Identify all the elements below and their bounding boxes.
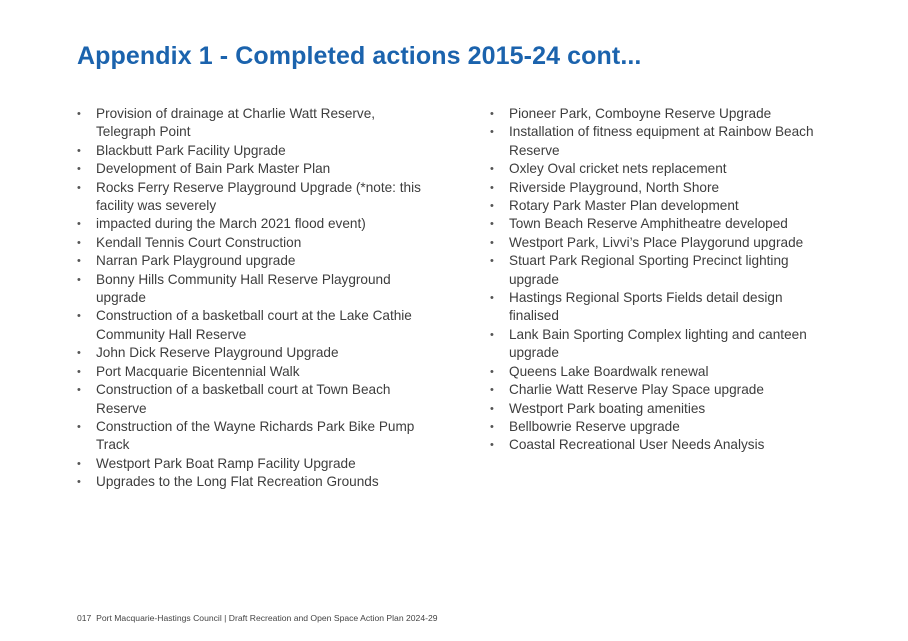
bullet-icon: • xyxy=(77,476,81,489)
list-item xyxy=(77,307,422,344)
bullet-icon: • xyxy=(490,384,494,397)
bullet-icon: • xyxy=(77,163,81,176)
list-item-text: Kendall Tennis Court Construction xyxy=(96,234,302,250)
list-item-text: Narran Park Playground upgrade xyxy=(96,253,296,269)
bullet-icon: • xyxy=(77,144,81,157)
list-item-text: Coastal Recreational User Needs Analysis xyxy=(509,437,765,453)
bullet-icon: • xyxy=(490,108,494,120)
list-item xyxy=(77,418,422,455)
list-item-text: Provision of drainage at Charlie Watt Reserve, Telegraph Point xyxy=(96,106,376,140)
completed-actions-list-right xyxy=(490,105,835,455)
list-item-text: Charlie Watt Reserve Play Space upgrade xyxy=(509,382,764,398)
bullet-icon: • xyxy=(490,365,494,378)
list-item-text: Rotary Park Master Plan development xyxy=(509,198,739,214)
list-item-text: Hastings Regional Sports Fields detail design finalised xyxy=(509,290,783,324)
bullet-icon: • xyxy=(77,108,81,120)
list-item xyxy=(490,234,835,252)
page-footer xyxy=(77,613,438,623)
bullet-icon: • xyxy=(490,255,494,268)
list-item-text: Lank Bain Sporting Complex lighting and canteen upgrade xyxy=(509,326,807,361)
list-item xyxy=(77,215,422,233)
list-item xyxy=(77,252,422,270)
list-item xyxy=(77,363,422,381)
list-item-text: Stuart Park Regional Sporting Precinct lighting upgrade xyxy=(509,253,789,287)
list-item-text: Queens Lake Boardwalk renewal xyxy=(509,363,709,379)
list-item-text: Pioneer Park, Comboyne Reserve Upgrade xyxy=(509,106,772,121)
list-item-text: Bellbowrie Reserve upgrade xyxy=(509,418,680,434)
bullet-icon: • xyxy=(77,365,81,378)
bullet-icon: • xyxy=(490,236,494,249)
list-item-text: Blackbutt Park Facility Upgrade xyxy=(96,142,286,158)
list-item-text: Westport Park boating amenities xyxy=(509,400,706,416)
list-item xyxy=(490,418,835,436)
list-item xyxy=(490,381,835,399)
list-item-text: Westport Park Boat Ramp Facility Upgrade xyxy=(96,455,356,471)
bullet-icon: • xyxy=(77,255,81,268)
list-item-text: Port Macquarie Bicentennial Walk xyxy=(96,363,300,379)
page-number: 017 xyxy=(77,613,92,623)
footer-text: Port Macquarie-Hastings Council | Draft Recreation and Open Space Action Plan 2024-29 xyxy=(96,613,438,623)
bullet-icon: • xyxy=(77,273,81,286)
list-item xyxy=(490,197,835,215)
list-item-text: John Dick Reserve Playground Upgrade xyxy=(96,345,339,361)
bullet-icon: • xyxy=(77,236,81,249)
list-item xyxy=(77,381,422,418)
bullet-icon: • xyxy=(490,218,494,231)
bullet-icon: • xyxy=(77,310,81,323)
list-item xyxy=(490,123,835,160)
bullet-icon: • xyxy=(490,181,494,194)
list-item-text: Development of Bain Park Master Plan xyxy=(96,161,331,177)
bullet-icon: • xyxy=(490,402,494,415)
list-item-text: Construction of a basketball court at the Lake Cathie Community Hall Reserve xyxy=(96,308,412,342)
list-item xyxy=(77,105,422,142)
list-item xyxy=(490,160,835,178)
list-item xyxy=(77,344,422,362)
list-item-text: Westport Park, Livvi’s Place Playgorund upgrade xyxy=(509,234,804,250)
list-item-text: Rocks Ferry Reserve Playground Upgrade (*note: this facility was severely xyxy=(96,179,421,214)
page-title: Appendix 1 - Completed actions 2015-24 cont... xyxy=(77,42,642,70)
bullet-icon: • xyxy=(77,384,81,397)
list-item xyxy=(77,142,422,160)
bullet-icon: • xyxy=(490,163,494,176)
list-item xyxy=(490,215,835,233)
list-item-text: Construction of a basketball court at Town Beach Reserve xyxy=(96,382,391,416)
list-item-text: Construction of the Wayne Richards Park Bike Pump Track xyxy=(96,418,415,453)
list-item xyxy=(490,400,835,418)
bullet-icon: • xyxy=(490,292,494,305)
list-item xyxy=(490,252,835,289)
bullet-icon: • xyxy=(77,181,81,194)
bullet-icon: • xyxy=(490,328,494,341)
list-item-text: Upgrades to the Long Flat Recreation Grounds xyxy=(96,474,379,490)
list-item xyxy=(77,455,422,473)
list-item xyxy=(490,105,835,123)
list-item xyxy=(77,160,422,178)
bullet-icon: • xyxy=(490,439,494,452)
list-item xyxy=(490,363,835,381)
list-item xyxy=(77,271,422,308)
bullet-icon: • xyxy=(490,200,494,213)
list-item xyxy=(77,473,422,491)
bullet-icon: • xyxy=(77,420,81,433)
list-item-text: Riverside Playground, North Shore xyxy=(509,179,720,195)
bullet-icon: • xyxy=(77,457,81,470)
list-item-text: Installation of fitness equipment at Rainbow Beach Reserve xyxy=(509,124,814,158)
bullet-icon: • xyxy=(77,347,81,360)
list-item xyxy=(490,289,835,326)
bullet-icon: • xyxy=(490,126,494,139)
list-item-text: Town Beach Reserve Amphitheatre developed xyxy=(509,216,788,232)
bullet-icon: • xyxy=(490,420,494,433)
list-item-text: Bonny Hills Community Hall Reserve Playground upgrade xyxy=(96,271,391,306)
list-item-text: Oxley Oval cricket nets replacement xyxy=(509,161,727,177)
completed-actions-list-left xyxy=(77,105,422,492)
list-item xyxy=(490,436,835,454)
list-item xyxy=(77,179,422,216)
list-item xyxy=(490,326,835,363)
bullet-icon: • xyxy=(77,218,81,231)
list-item xyxy=(77,234,422,252)
list-item-text: impacted during the March 2021 flood event) xyxy=(96,216,366,232)
list-item xyxy=(490,179,835,197)
